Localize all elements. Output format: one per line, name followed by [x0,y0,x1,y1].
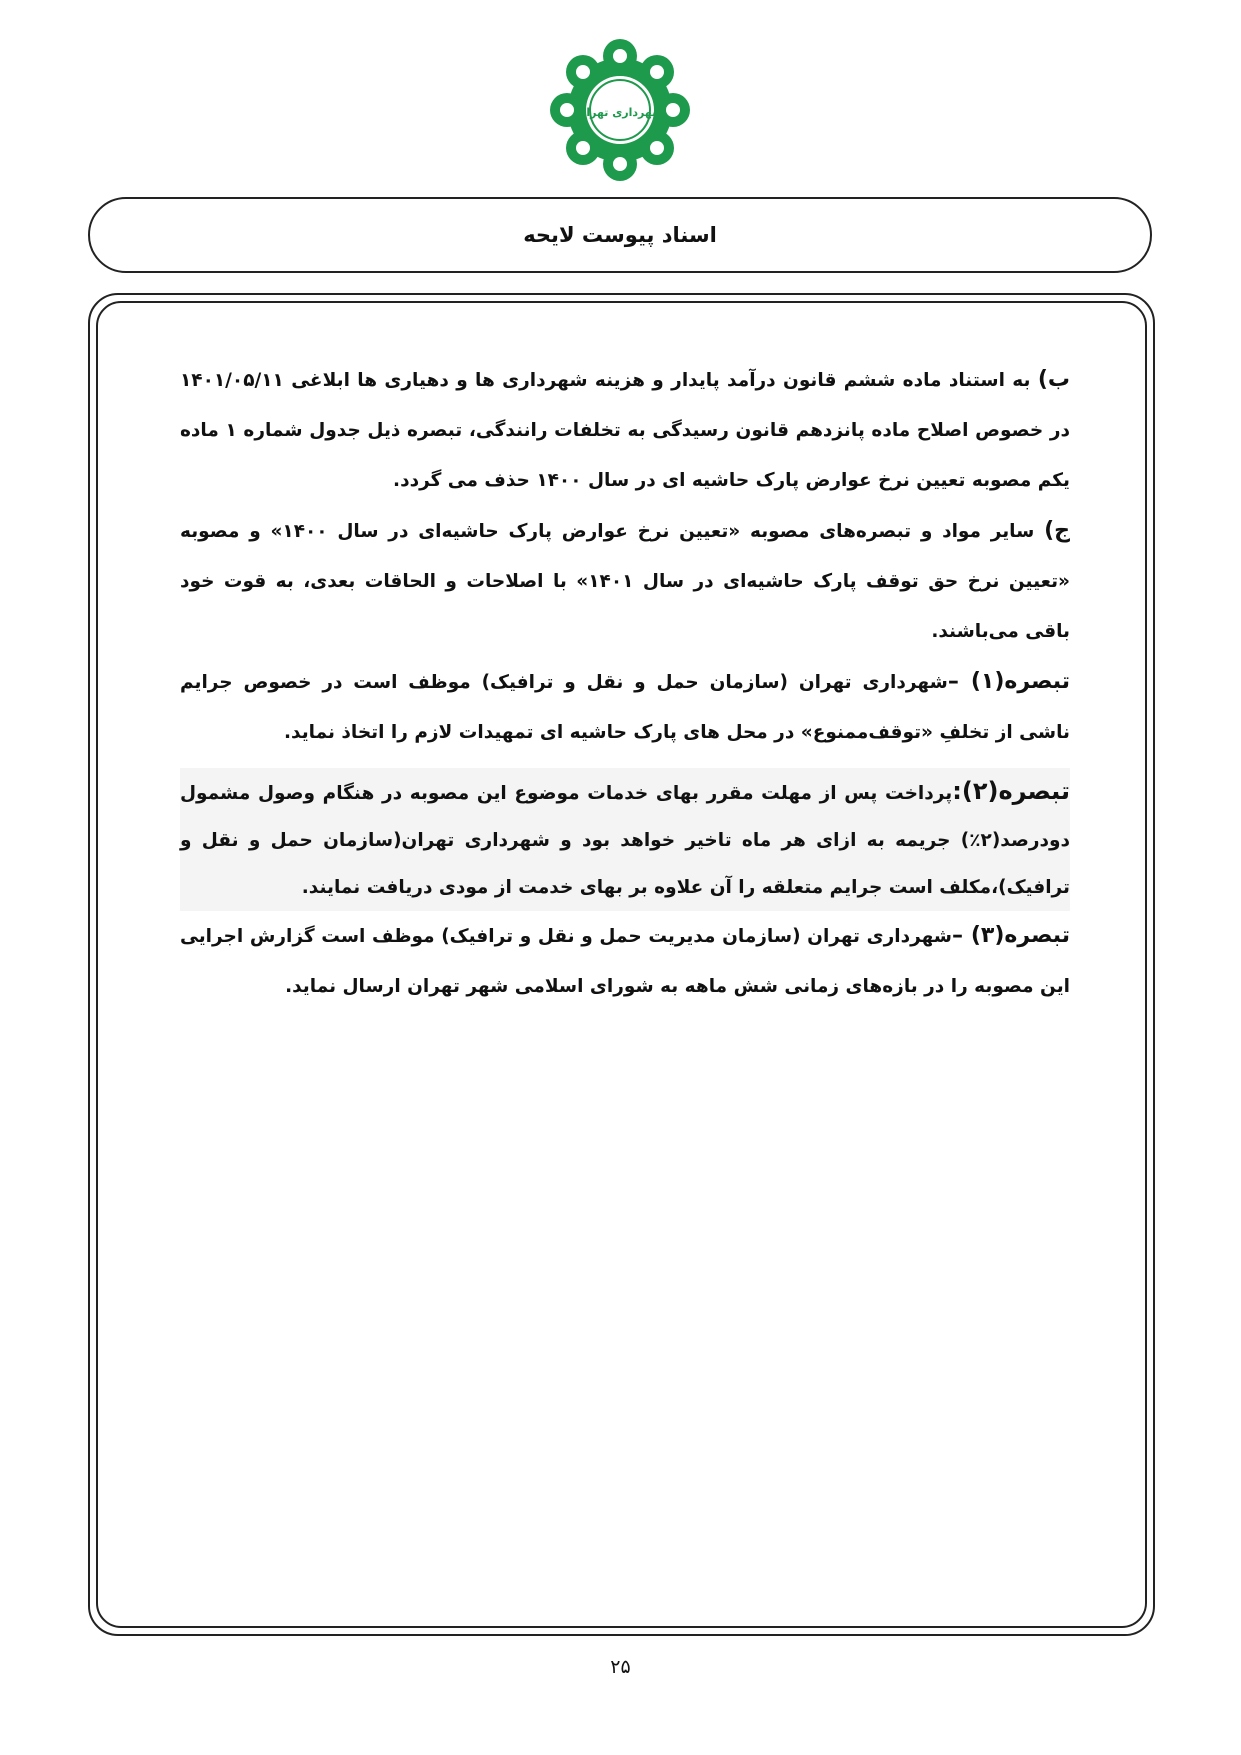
paragraph-j-lead: ج) [1044,518,1071,543]
note-3-text: شهرداری تهران (سازمان مدیریت حمل و نقل و ترافیک) موظف است گزارش اجرایی این مصوبه را در بازه‌های زمانی شش ماهه به شورای اسلامی شهر تهران ارسال نماید. [180,926,1070,997]
note-2-text: پرداخت پس از مهلت مقرر بهای خدمات موضوع این مصوبه در هنگام وصول مشمول دودرصد(۲٪) جریمه به ازای هر ماه تاخیر خواهد بود و شهرداری تهران(سازمان حمل و نقل و ترافیک)،مکلف است جرایم متعلقه را آن علاوه بر بهای خدمت از مودی دریافت نمایند. [180,783,1070,898]
note-1 [180,657,1070,758]
paragraph-b-lead: ب) [1037,367,1070,392]
note-1-lead: تبصره(۱) – [947,669,1071,694]
header-box [88,197,1152,273]
municipality-logo [545,28,695,188]
note-1-text: شهرداری تهران (سازمان حمل و نقل و ترافیک) موظف است در خصوص جرایم ناشی از تخلفِ «توقف‌ممنوع» در محل های پارک حاشیه ای تمهیدات لازم را اتخاذ نماید. [180,672,1070,743]
logo-text: شهرداری تهران [577,106,663,119]
paragraph-b [180,355,1070,506]
paragraph-j-text: سایر مواد و تبصره‌های مصوبه «تعیین نرخ عوارض پارک حاشیه‌ای در سال ۱۴۰۰» و مصوبه «تعیین نرخ حق توقف پارک حاشیه‌ای در سال ۱۴۰۱» با اصلاحات و الحاقات بعدی، به قوت خود باقی می‌باشند. [180,521,1070,642]
header-title: اسناد پیوست لایحه [523,223,717,247]
note-2-lead: تبصره(۲): [952,777,1070,805]
document-body [180,355,1070,1012]
paragraph-j [180,506,1070,657]
note-2 [180,768,1070,911]
note-3-lead: تبصره(۳) – [951,923,1070,948]
note-3 [180,911,1070,1012]
page-number: ۲۵ [610,1656,631,1678]
paragraph-b-text: به استناد ماده ششم قانون درآمد پایدار و هزینه شهرداری ها و دهیاری ها ابلاغی ۱۴۰۱/۰۵/۱۱ در خصوص اصلاح ماده پانزدهم قانون رسیدگی به تخلفات رانندگی، تبصره ذیل جدول شماره ۱ ماده یکم مصوبه تعیین نرخ عوارض پارک حاشیه ای در سال ۱۴۰۰ حذف می گردد. [180,370,1070,491]
